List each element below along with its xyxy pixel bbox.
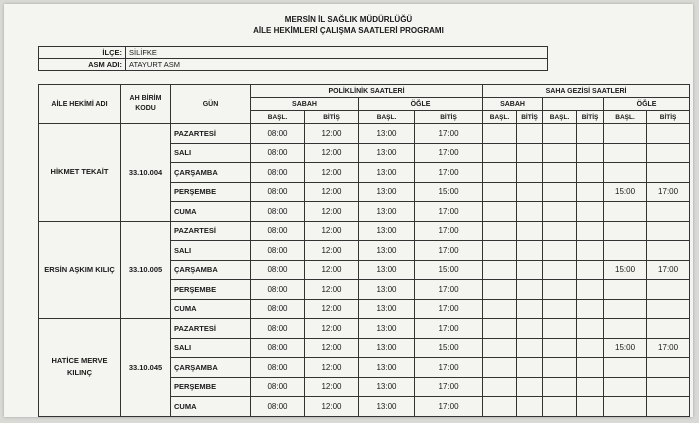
field-noon-end-cell <box>647 143 690 163</box>
col-day: GÜN <box>171 85 251 124</box>
field-mid-end-cell <box>577 397 604 417</box>
poly-morning-end-cell: 12:00 <box>305 163 359 183</box>
field-morning-start-cell <box>483 163 517 183</box>
field-noon-end-cell <box>647 280 690 300</box>
field-noon-end-cell: 17:00 <box>647 338 690 358</box>
field-morning-start-cell <box>483 221 517 241</box>
poly-noon-end-cell: 17:00 <box>415 299 483 319</box>
poly-noon-end-cell: 17:00 <box>415 143 483 163</box>
unit-code: 33.10.045 <box>121 319 171 417</box>
ilce-label: İLÇE: <box>39 47 126 59</box>
day-name: ÇARŞAMBA <box>171 163 251 183</box>
poly-morning-start-cell: 08:00 <box>251 338 305 358</box>
poly-morning-start-cell: 08:00 <box>251 182 305 202</box>
poly-morning: SABAH <box>251 98 359 111</box>
poly-morning-start-cell: 08:00 <box>251 319 305 339</box>
field-noon-start-cell <box>604 299 647 319</box>
poly-noon-end-cell: 17:00 <box>415 319 483 339</box>
field-morning-start-cell <box>483 299 517 319</box>
field-noon-start-cell <box>604 280 647 300</box>
field-morning-start-cell <box>483 280 517 300</box>
poly-morning-start-cell: 08:00 <box>251 299 305 319</box>
poly-morning-end: BİTİŞ <box>305 111 359 124</box>
poly-noon-end-cell: 17:00 <box>415 397 483 417</box>
field-mid-start-cell <box>543 221 577 241</box>
field-morning-start-cell <box>483 143 517 163</box>
field-mid-end-cell <box>577 338 604 358</box>
poly-noon-start-cell: 13:00 <box>359 338 415 358</box>
poly-noon-end-cell: 17:00 <box>415 241 483 261</box>
field-mid-end-cell <box>577 241 604 261</box>
poly-noon-end-cell: 17:00 <box>415 221 483 241</box>
poly-morning-start-cell: 08:00 <box>251 397 305 417</box>
field-morning: SABAH <box>483 98 543 111</box>
day-name: PERŞEMBE <box>171 182 251 202</box>
field-noon-end-cell: 17:00 <box>647 182 690 202</box>
field-morning-end-cell <box>517 221 543 241</box>
poly-noon-start-cell: 13:00 <box>359 260 415 280</box>
field-noon-end-cell <box>647 202 690 222</box>
poly-noon-start-cell: 13:00 <box>359 299 415 319</box>
poly-noon-end-cell: 15:00 <box>415 260 483 280</box>
col-field-visit: SAHA GEZİSİ SAATLERİ <box>483 85 690 98</box>
field-noon-end-cell <box>647 299 690 319</box>
field-noon-start-cell <box>604 163 647 183</box>
field-morning-end-cell <box>517 377 543 397</box>
field-mid-start-cell <box>543 377 577 397</box>
day-name: CUMA <box>171 397 251 417</box>
field-mid-start-cell <box>543 182 577 202</box>
poly-morning-end-cell: 12:00 <box>305 397 359 417</box>
doctor-name: HİKMET TEKAİT <box>39 124 121 222</box>
poly-morning-start-cell: 08:00 <box>251 163 305 183</box>
field-noon-end: BİTİŞ <box>647 111 690 124</box>
field-mid-start-cell <box>543 143 577 163</box>
poly-noon-start-cell: 13:00 <box>359 358 415 378</box>
field-morning-end-cell <box>517 260 543 280</box>
field-noon-start-cell: 15:00 <box>604 260 647 280</box>
poly-noon-end-cell: 17:00 <box>415 377 483 397</box>
field-noon-start-cell: 15:00 <box>604 182 647 202</box>
field-morning-end-cell <box>517 338 543 358</box>
field-spacer <box>543 98 604 111</box>
day-name: ÇARŞAMBA <box>171 358 251 378</box>
field-morning-end-cell <box>517 319 543 339</box>
field-morning-end: BİTİŞ <box>517 111 543 124</box>
field-mid-end-cell <box>577 143 604 163</box>
field-morning-start-cell <box>483 241 517 261</box>
field-mid-start-cell <box>543 241 577 261</box>
field-morning-start-cell <box>483 202 517 222</box>
ilce-value: SİLİFKE <box>126 47 548 59</box>
field-mid-end-cell <box>577 377 604 397</box>
meta-row-ilce <box>39 47 548 59</box>
field-noon-start-cell <box>604 202 647 222</box>
field-noon-start: BAŞL. <box>604 111 647 124</box>
day-name: PAZARTESİ <box>171 124 251 144</box>
field-mid-start: BAŞL. <box>543 111 577 124</box>
poly-noon-end-cell: 17:00 <box>415 280 483 300</box>
schedule-table <box>38 84 690 417</box>
field-morning-start-cell <box>483 182 517 202</box>
day-name: PERŞEMBE <box>171 377 251 397</box>
poly-noon-start-cell: 13:00 <box>359 397 415 417</box>
field-morning-start-cell <box>483 358 517 378</box>
field-morning-end-cell <box>517 182 543 202</box>
poly-noon-start-cell: 13:00 <box>359 143 415 163</box>
meta-table <box>38 46 548 71</box>
field-morning-end-cell <box>517 241 543 261</box>
day-name: PAZARTESİ <box>171 221 251 241</box>
poly-noon-end-cell: 17:00 <box>415 124 483 144</box>
field-noon-end-cell <box>647 319 690 339</box>
poly-noon-end: BİTİŞ <box>415 111 483 124</box>
meta-row-asm <box>39 59 548 71</box>
field-noon-start-cell: 15:00 <box>604 338 647 358</box>
field-noon-start-cell <box>604 319 647 339</box>
poly-noon-start: BAŞL. <box>359 111 415 124</box>
field-mid-start-cell <box>543 202 577 222</box>
field-morning-start-cell <box>483 124 517 144</box>
field-noon-start-cell <box>604 241 647 261</box>
field-noon-start-cell <box>604 377 647 397</box>
field-noon: ÖĞLE <box>604 98 690 111</box>
asm-label: ASM ADI: <box>39 59 126 71</box>
field-noon-start-cell <box>604 397 647 417</box>
poly-noon-end-cell: 15:00 <box>415 182 483 202</box>
poly-noon-end-cell: 17:00 <box>415 163 483 183</box>
poly-morning-end-cell: 12:00 <box>305 377 359 397</box>
poly-noon-start-cell: 13:00 <box>359 221 415 241</box>
day-name: SALI <box>171 143 251 163</box>
field-mid-end-cell <box>577 182 604 202</box>
field-noon-end-cell <box>647 358 690 378</box>
schedule-body <box>39 124 690 417</box>
field-morning-start: BAŞL. <box>483 111 517 124</box>
field-mid-end-cell <box>577 124 604 144</box>
poly-morning-start-cell: 08:00 <box>251 358 305 378</box>
poly-noon-start-cell: 13:00 <box>359 182 415 202</box>
document-header <box>4 14 693 36</box>
table-row <box>39 221 690 241</box>
field-mid-end-cell <box>577 280 604 300</box>
poly-noon: ÖĞLE <box>359 98 483 111</box>
poly-morning-start-cell: 08:00 <box>251 143 305 163</box>
field-mid-end-cell <box>577 202 604 222</box>
field-mid-end-cell <box>577 221 604 241</box>
field-mid-end-cell <box>577 299 604 319</box>
field-mid-start-cell <box>543 260 577 280</box>
day-name: PAZARTESİ <box>171 319 251 339</box>
poly-morning-end-cell: 12:00 <box>305 358 359 378</box>
poly-noon-end-cell: 17:00 <box>415 358 483 378</box>
field-morning-end-cell <box>517 397 543 417</box>
field-morning-end-cell <box>517 280 543 300</box>
poly-morning-start-cell: 08:00 <box>251 202 305 222</box>
asm-value: ATAYURT ASM <box>126 59 548 71</box>
field-mid-start-cell <box>543 280 577 300</box>
field-morning-end-cell <box>517 202 543 222</box>
poly-morning-end-cell: 12:00 <box>305 299 359 319</box>
field-mid-start-cell <box>543 358 577 378</box>
poly-noon-end-cell: 15:00 <box>415 338 483 358</box>
poly-noon-start-cell: 13:00 <box>359 124 415 144</box>
poly-morning-end-cell: 12:00 <box>305 338 359 358</box>
poly-morning-start: BAŞL. <box>251 111 305 124</box>
poly-morning-start-cell: 08:00 <box>251 221 305 241</box>
header-title-line2: AİLE HEKİMLERİ ÇALIŞMA SAATLERİ PROGRAMI <box>253 26 444 35</box>
poly-morning-end-cell: 12:00 <box>305 124 359 144</box>
day-name: CUMA <box>171 202 251 222</box>
poly-noon-start-cell: 13:00 <box>359 202 415 222</box>
unit-code: 33.10.005 <box>121 221 171 319</box>
day-name: SALI <box>171 241 251 261</box>
header-title-line1: MERSİN İL SAĞLIK MÜDÜRLÜĞÜ <box>284 15 413 24</box>
poly-morning-end-cell: 12:00 <box>305 280 359 300</box>
poly-morning-start-cell: 08:00 <box>251 241 305 261</box>
poly-noon-end-cell: 17:00 <box>415 202 483 222</box>
field-mid-end: BİTİŞ <box>577 111 604 124</box>
field-noon-end-cell <box>647 397 690 417</box>
field-noon-start-cell <box>604 358 647 378</box>
poly-morning-end-cell: 12:00 <box>305 319 359 339</box>
poly-morning-end-cell: 12:00 <box>305 241 359 261</box>
field-mid-start-cell <box>543 163 577 183</box>
field-noon-start-cell <box>604 221 647 241</box>
field-morning-start-cell <box>483 260 517 280</box>
field-morning-end-cell <box>517 143 543 163</box>
poly-morning-end-cell: 12:00 <box>305 202 359 222</box>
field-mid-start-cell <box>543 397 577 417</box>
doctor-name: HATİCE MERVE KILINÇ <box>39 319 121 417</box>
day-name: SALI <box>171 338 251 358</box>
field-morning-end-cell <box>517 163 543 183</box>
poly-morning-start-cell: 08:00 <box>251 260 305 280</box>
field-morning-start-cell <box>483 377 517 397</box>
doctor-name: ERSİN AŞKIM KILIÇ <box>39 221 121 319</box>
field-mid-start-cell <box>543 299 577 319</box>
field-morning-end-cell <box>517 299 543 319</box>
field-mid-start-cell <box>543 338 577 358</box>
poly-morning-start-cell: 08:00 <box>251 124 305 144</box>
table-row <box>39 124 690 144</box>
poly-morning-start-cell: 08:00 <box>251 280 305 300</box>
field-mid-start-cell <box>543 319 577 339</box>
poly-morning-end-cell: 12:00 <box>305 182 359 202</box>
field-noon-end-cell <box>647 377 690 397</box>
field-noon-start-cell <box>604 143 647 163</box>
col-unit-code: AH BİRİM KODU <box>121 85 171 124</box>
poly-morning-end-cell: 12:00 <box>305 221 359 241</box>
field-morning-start-cell <box>483 319 517 339</box>
unit-code: 33.10.004 <box>121 124 171 222</box>
poly-morning-end-cell: 12:00 <box>305 143 359 163</box>
day-name: ÇARŞAMBA <box>171 260 251 280</box>
poly-noon-start-cell: 13:00 <box>359 280 415 300</box>
field-mid-end-cell <box>577 260 604 280</box>
field-noon-end-cell <box>647 241 690 261</box>
table-row <box>39 319 690 339</box>
field-mid-end-cell <box>577 163 604 183</box>
poly-noon-start-cell: 13:00 <box>359 241 415 261</box>
poly-noon-start-cell: 13:00 <box>359 163 415 183</box>
field-mid-end-cell <box>577 319 604 339</box>
header-row-1 <box>39 85 690 98</box>
day-name: PERŞEMBE <box>171 280 251 300</box>
field-morning-end-cell <box>517 358 543 378</box>
poly-noon-start-cell: 13:00 <box>359 377 415 397</box>
day-name: CUMA <box>171 299 251 319</box>
field-morning-start-cell <box>483 397 517 417</box>
col-polyclinic: POLİKLİNİK SAATLERİ <box>251 85 483 98</box>
poly-morning-start-cell: 08:00 <box>251 377 305 397</box>
field-noon-start-cell <box>604 124 647 144</box>
field-noon-end-cell: 17:00 <box>647 260 690 280</box>
field-morning-end-cell <box>517 124 543 144</box>
field-noon-end-cell <box>647 221 690 241</box>
col-doctor: AİLE HEKİMİ ADI <box>39 85 121 124</box>
poly-morning-end-cell: 12:00 <box>305 260 359 280</box>
poly-noon-start-cell: 13:00 <box>359 319 415 339</box>
field-noon-end-cell <box>647 163 690 183</box>
field-mid-end-cell <box>577 358 604 378</box>
document-page <box>4 4 693 417</box>
field-morning-start-cell <box>483 338 517 358</box>
field-mid-start-cell <box>543 124 577 144</box>
field-noon-end-cell <box>647 124 690 144</box>
